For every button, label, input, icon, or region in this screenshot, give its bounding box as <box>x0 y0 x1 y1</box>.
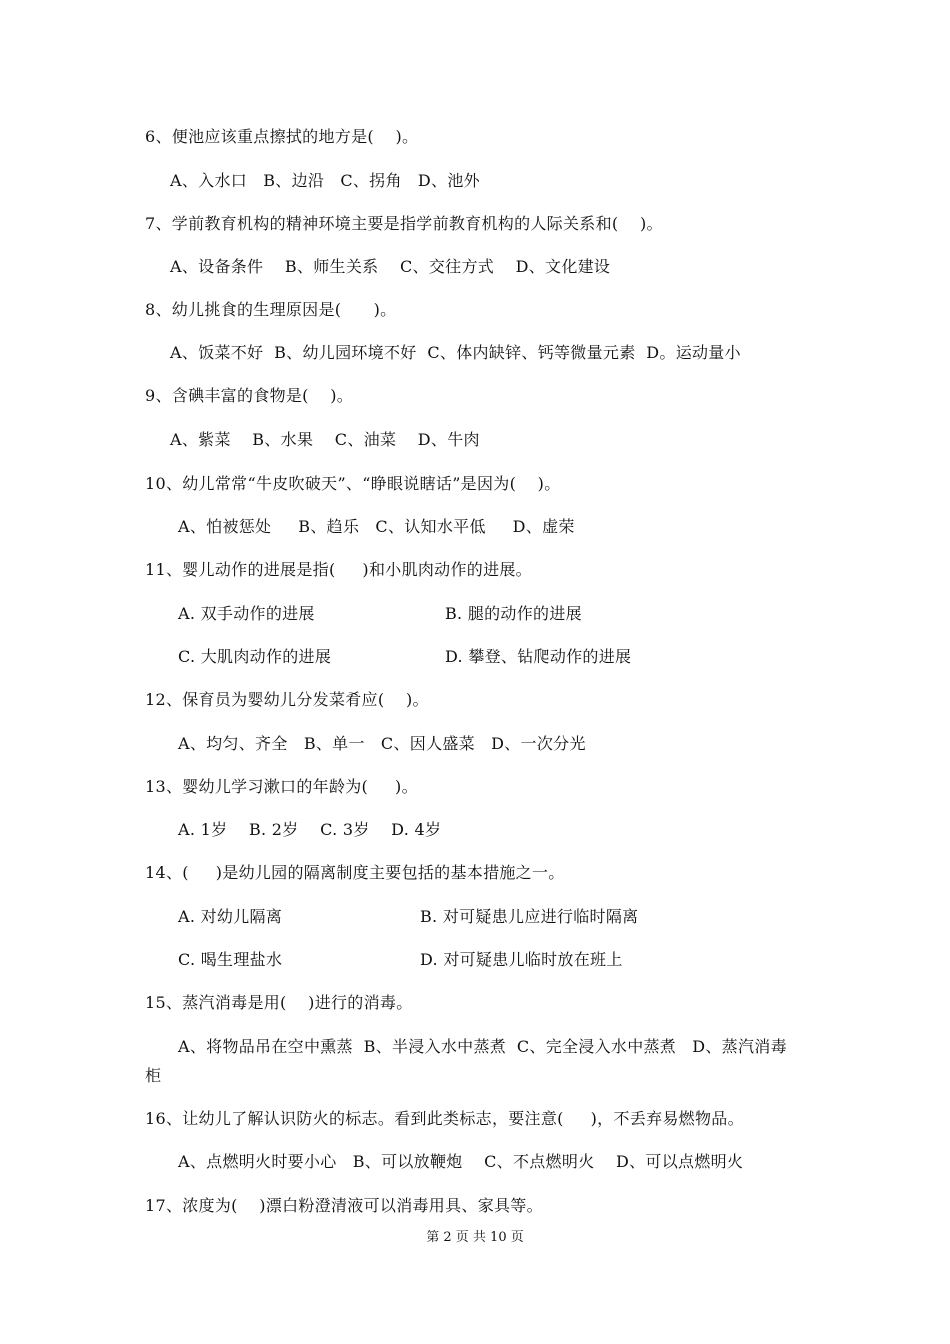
question-7-stem: 7、学前教育机构的精神环境主要是指学前教育机构的人际关系和( )。 <box>145 214 663 233</box>
question-7-options: A、设备条件 B、师生关系 C、交往方式 D、文化建设 <box>170 257 611 276</box>
question-16-stem: 16、让幼儿了解认识防火的标志。看到此类标志，要注意( )，不丢弃易燃物品。 <box>145 1109 744 1128</box>
question-11-option-a: A. 双手动作的进展 <box>178 604 315 623</box>
question-14-option-a: A. 对幼儿隔离 <box>178 907 283 926</box>
question-8-options: A、饭菜不好 B、幼儿园环境不好 C、体内缺锌、钙等微量元素 D。运动量小 <box>170 343 741 362</box>
question-11-option-b: B. 腿的动作的进展 <box>445 604 582 623</box>
question-6-options: A、入水口 B、边沿 C、拐角 D、池外 <box>170 171 480 190</box>
question-10-options: A、怕被惩处 B、趋乐 C、认知水平低 D、虚荣 <box>178 517 575 536</box>
question-15-stem: 15、蒸汽消毒是用( )进行的消毒。 <box>145 993 413 1012</box>
question-9-stem: 9、含碘丰富的食物是( )。 <box>145 386 354 405</box>
question-11-stem: 11、婴儿动作的进展是指( )和小肌肉动作的进展。 <box>145 560 532 579</box>
question-10-stem: 10、幼儿常常“牛皮吹破天”、“睁眼说瞎话”是因为( )。 <box>145 474 561 493</box>
question-14-option-c: C. 喝生理盐水 <box>178 950 283 969</box>
question-14-stem: 14、( )是幼儿园的隔离制度主要包括的基本措施之一。 <box>145 863 565 882</box>
page-footer: 第 2 页 共 10 页 <box>426 1230 524 1245</box>
question-12-stem: 12、保育员为婴幼儿分发菜肴应( )。 <box>145 690 429 709</box>
question-15-options: A、将物品吊在空中熏蒸 B、半浸入水中蒸煮 C、完全浸入水中蒸煮 D、蒸汽消毒 <box>178 1037 787 1056</box>
question-14-option-b: B. 对可疑患儿应进行临时隔离 <box>420 907 639 926</box>
question-12-options: A、均匀、齐全 B、单一 C、因人盛菜 D、一次分光 <box>178 734 586 753</box>
question-16-options: A、点燃明火时要小心 B、可以放鞭炮 C、不点燃明火 D、可以点燃明火 <box>178 1152 744 1171</box>
question-9-options: A、紫菜 B、水果 C、油菜 D、牛肉 <box>170 430 480 449</box>
question-6-stem: 6、便池应该重点擦拭的地方是( )。 <box>145 127 419 146</box>
question-17-stem: 17、浓度为( )漂白粉澄清液可以消毒用具、家具等。 <box>145 1196 543 1215</box>
question-15-options-wrap: 柜 <box>145 1066 162 1085</box>
question-8-stem: 8、幼儿挑食的生理原因是( )。 <box>145 300 397 319</box>
question-14-option-d: D. 对可疑患儿临时放在班上 <box>420 950 623 969</box>
question-13-options: A. 1岁 B. 2岁 C. 3岁 D. 4岁 <box>178 820 442 839</box>
question-11-option-d: D. 攀登、钻爬动作的进展 <box>445 647 632 666</box>
question-11-option-c: C. 大肌肉动作的进展 <box>178 647 332 666</box>
question-13-stem: 13、婴幼儿学习漱口的年龄为( )。 <box>145 777 418 796</box>
